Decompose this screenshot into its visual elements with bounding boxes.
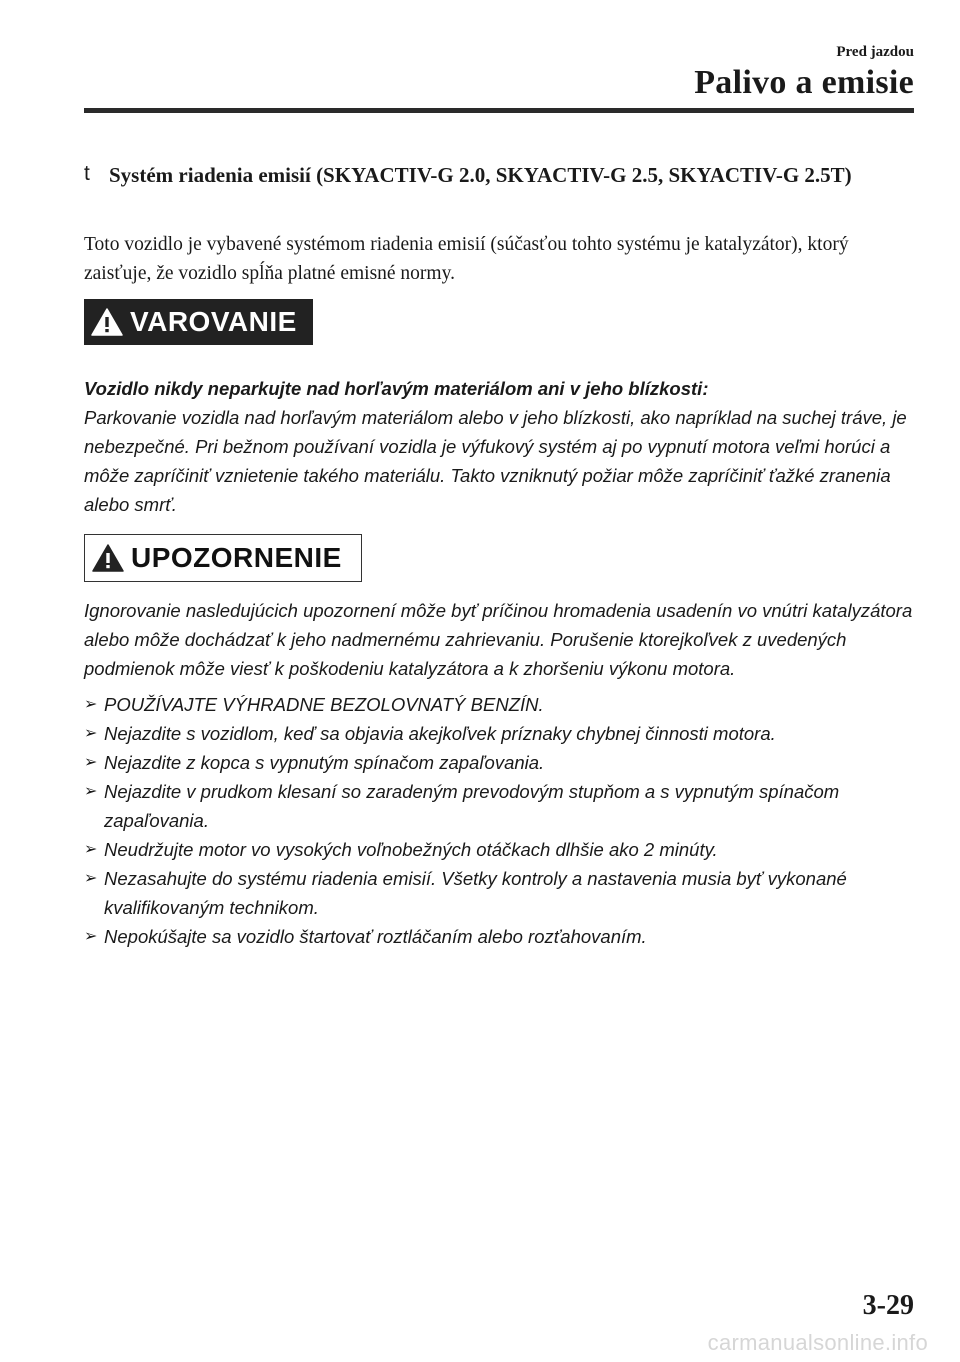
section-heading [84,160,884,190]
caution-list [84,690,914,951]
arrow-bullet-icon: ➢ [84,725,98,742]
warning-triangle-icon [91,543,125,573]
arrow-bullet-icon: ➢ [84,841,98,858]
section-marker: t [84,162,90,185]
warning-block [84,374,914,519]
list-item-text: Neudržujte motor vo vysokých voľnobežných otáčkach dlhšie ako 2 minúty. [104,839,718,860]
warning-badge [84,299,313,345]
caution-badge [84,534,362,582]
header-divider [84,108,914,113]
section-heading-text: Systém riadenia emisií (SKYACTIV-G 2.0, SKYACTIV-G 2.5, SKYACTIV-G 2.5T) [109,163,852,187]
arrow-bullet-icon: ➢ [84,928,98,945]
list-item [84,922,914,951]
list-item-text: POUŽÍVAJTE VÝHRADNE BEZOLOVNATÝ BENZÍN. [104,694,544,715]
page-title: Palivo a emisie [694,64,914,101]
list-item-text: Nepokúšajte sa vozidlo štartovať roztláčaním alebo rozťahovaním. [104,926,647,947]
intro-paragraph: Toto vozidlo je vybavené systémom riadenia emisií (súčasťou tohto systému je katalyzátor), ktorý zaisťuje, že vozidlo spĺňa platné emisné normy. [84,234,849,284]
list-item [84,719,914,748]
watermark-text: carmanualsonline.info [707,1330,928,1355]
list-item-text: Nejazdite z kopca s vypnutým spínačom zapaľovania. [104,752,545,773]
warning-label: VAROVANIE [130,306,297,337]
chapter-label: Pred jazdou [836,44,914,60]
caution-body: Ignorovanie nasledujúcich upozornení môže byť príčinou hromadenia usadenín vo vnútri katalyzátora alebo môže dochádzať k jeho nadmernému zahrievaniu. Porušenie ktorejkoľvek z uvedených podmienok môže viesť k poškodeniu katalyzátora a k zhoršeniu výkonu motora. [84,600,913,679]
list-item-text: Nejazdite v prudkom klesaní so zaradeným prevodovým stupňom a s vypnutým spínačom zapaľovania. [104,781,840,831]
list-item [84,835,914,864]
warning-title: Vozidlo nikdy neparkujte nad horľavým materiálom ani v jeho blízkosti: [84,378,709,399]
warning-triangle-icon [90,307,124,337]
caution-label: UPOZORNENIE [131,542,342,573]
list-item [84,690,914,719]
arrow-bullet-icon: ➢ [84,754,98,771]
list-item-text: Nezasahujte do systému riadenia emisií. Všetky kontroly a nastavenia musia byť vykonané kvalifikovaným technikom. [104,868,847,918]
list-item [84,748,914,777]
list-item [84,864,914,922]
list-item-text: Nejazdite s vozidlom, keď sa objavia akejkoľvek príznaky chybnej činnosti motora. [104,723,776,744]
arrow-bullet-icon: ➢ [84,696,98,713]
warning-body: Parkovanie vozidla nad horľavým materiálom alebo v jeho blízkosti, ako napríklad na suchej tráve, je nebezpečné. Pri bežnom používaní vozidla je výfukový systém aj po vypnutí motora veľmi horúci a môže zapríčiniť vznietenie takého materiálu. Takto vzniknutý požiar môže zapríčiniť ťažké zranenia alebo smrť. [84,407,907,515]
list-item [84,777,914,835]
page-number: 3-29 [862,1290,914,1321]
arrow-bullet-icon: ➢ [84,870,98,887]
arrow-bullet-icon: ➢ [84,783,98,800]
